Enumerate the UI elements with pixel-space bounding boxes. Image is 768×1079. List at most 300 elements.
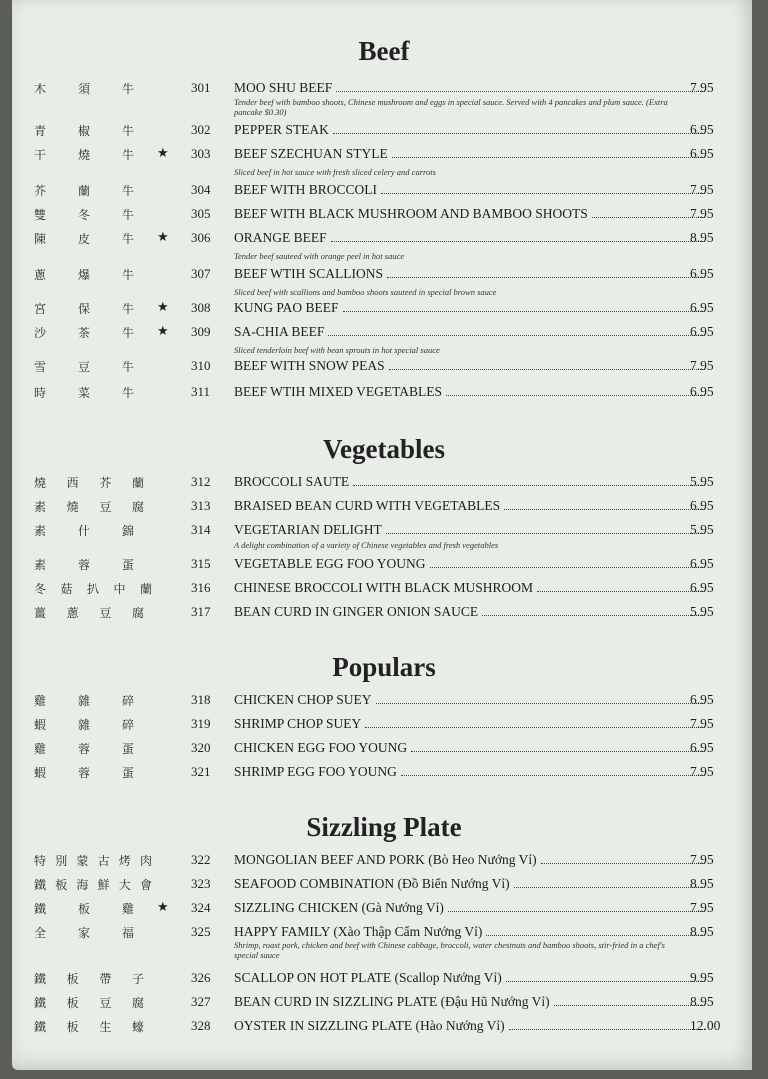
- chinese-name: [34, 900, 134, 917]
- chinese-char: 皮: [77, 232, 90, 246]
- item-number: 326: [191, 970, 211, 985]
- chinese-char: 海: [76, 878, 89, 892]
- item-name-line: [234, 358, 709, 374]
- chinese-char: 須: [77, 82, 90, 96]
- item-name: BEEF SZECHUAN STYLE: [234, 146, 388, 161]
- chinese-char: 蓉: [77, 766, 90, 780]
- item-number: 309: [191, 324, 211, 339]
- chinese-name: [34, 324, 134, 341]
- chinese-char: 碎: [121, 718, 134, 732]
- item-price: 9.95: [690, 970, 714, 985]
- item-name-line: [234, 924, 709, 940]
- dot-leader: [509, 1020, 705, 1030]
- chinese-name: [34, 876, 152, 893]
- chinese-char: 碎: [121, 694, 134, 708]
- chinese-char: 木: [34, 82, 47, 96]
- item-name: ORANGE BEEF: [234, 230, 327, 245]
- dot-leader: [506, 972, 705, 982]
- chinese-char: 板: [66, 972, 79, 986]
- item-price: 5.95: [690, 604, 714, 619]
- chinese-char: 宮: [34, 302, 47, 316]
- dot-leader: [482, 606, 705, 616]
- dot-leader: [486, 926, 705, 936]
- item-name: MONGOLIAN BEEF AND PORK (Bò Heo Nướng Vỉ): [234, 852, 537, 867]
- chinese-char: 腐: [131, 996, 144, 1010]
- chinese-char: 素: [34, 524, 47, 538]
- item-number: 317: [191, 604, 211, 619]
- item-name: SCALLOP ON HOT PLATE (Scallop Nướng Vỉ): [234, 970, 502, 985]
- menu-item[interactable]: [12, 876, 752, 896]
- chinese-char: 蝦: [34, 718, 47, 732]
- chinese-char: 冬: [34, 582, 47, 596]
- chinese-char: 蒙: [76, 854, 89, 868]
- item-number: 312: [191, 474, 211, 489]
- menu-item[interactable]: [12, 994, 752, 1014]
- item-number: 303: [191, 146, 211, 161]
- chinese-char: 蝦: [34, 766, 47, 780]
- dot-leader: [392, 148, 705, 158]
- chinese-name: [34, 852, 152, 869]
- chinese-name: [34, 384, 134, 401]
- item-price: 6.95: [690, 384, 714, 399]
- item-description: A delight combination of a variety of Chinese vegetables and fresh vegetables: [234, 540, 499, 550]
- item-name-line: [234, 384, 709, 400]
- dot-leader: [336, 82, 705, 92]
- chinese-char: 什: [77, 524, 90, 538]
- item-name-line: [234, 146, 709, 162]
- item-name: BEEF WTIH MIXED VEGETABLES: [234, 384, 443, 399]
- menu-item[interactable]: [12, 146, 752, 166]
- item-price: 6.95: [690, 556, 714, 571]
- item-name-line: [234, 122, 709, 138]
- chinese-char: 蛋: [121, 742, 134, 756]
- item-number: 305: [191, 206, 211, 221]
- chinese-char: 家: [77, 926, 90, 940]
- chinese-name: [34, 474, 144, 491]
- chinese-char: 大: [118, 878, 131, 892]
- item-price: 7.95: [690, 206, 714, 221]
- item-number: 310: [191, 358, 211, 373]
- chinese-char: 雜: [77, 718, 90, 732]
- chinese-char: 鐵: [34, 972, 47, 986]
- item-number: 322: [191, 852, 211, 867]
- menu-item[interactable]: [12, 580, 752, 600]
- item-price: 8.95: [690, 994, 714, 1009]
- menu-item[interactable]: [12, 1018, 752, 1038]
- item-number: 320: [191, 740, 211, 755]
- item-name-line: [234, 522, 709, 538]
- item-name: CHICKEN CHOP SUEY: [234, 692, 372, 707]
- item-name-line: [234, 182, 709, 198]
- chinese-char: 蠔: [131, 1020, 144, 1034]
- section-title: Populars: [332, 652, 436, 682]
- chinese-char: 蘭: [131, 476, 144, 490]
- chinese-char: 板: [66, 1020, 79, 1034]
- dot-leader: [389, 360, 705, 370]
- section-title: Vegetables: [323, 434, 445, 464]
- chinese-char: 豆: [77, 360, 90, 374]
- item-name-line: [234, 852, 709, 868]
- chinese-name: [34, 206, 134, 223]
- chinese-char: 板: [66, 996, 79, 1010]
- dot-leader: [333, 124, 705, 134]
- spicy-star-icon: ★: [157, 324, 169, 339]
- chinese-char: 燒: [34, 476, 47, 490]
- menu-item[interactable]: [12, 384, 752, 404]
- item-name-line: [234, 266, 709, 282]
- item-name: OYSTER IN SIZZLING PLATE (Hào Nướng Vỉ): [234, 1018, 505, 1033]
- chinese-char: 菜: [77, 386, 90, 400]
- section-title: Sizzling Plate: [306, 812, 462, 842]
- menu-item[interactable]: [12, 266, 752, 286]
- item-name: BEEF WITH BROCCOLI: [234, 182, 378, 197]
- item-name: CHICKEN EGG FOO YOUNG: [234, 740, 408, 755]
- menu-item[interactable]: [12, 852, 752, 872]
- dot-leader: [541, 854, 705, 864]
- dot-leader: [328, 326, 705, 336]
- chinese-char: 牛: [121, 386, 134, 400]
- dot-leader: [448, 902, 705, 912]
- chinese-char: 烤: [118, 854, 131, 868]
- chinese-char: 芥: [34, 184, 47, 198]
- item-number: 307: [191, 266, 211, 281]
- chinese-char: 蛋: [121, 766, 134, 780]
- menu-item[interactable]: [12, 716, 752, 736]
- item-name-line: [234, 230, 709, 246]
- item-number: 325: [191, 924, 211, 939]
- item-name-line: [234, 716, 709, 732]
- item-name-line: [234, 740, 709, 756]
- chinese-char: 蔥: [66, 606, 79, 620]
- chinese-char: 板: [55, 878, 68, 892]
- item-name: HAPPY FAMILY (Xào Thập Cẩm Nướng Vỉ): [234, 924, 483, 939]
- item-number: 328: [191, 1018, 211, 1033]
- item-number: 319: [191, 716, 211, 731]
- section-title: Beef: [358, 36, 410, 66]
- menu-item[interactable]: [12, 604, 752, 624]
- item-price: 7.95: [690, 182, 714, 197]
- chinese-char: 椒: [77, 124, 90, 138]
- chinese-char: 冬: [77, 208, 90, 222]
- item-price: 7.95: [690, 900, 714, 915]
- chinese-char: 青: [34, 124, 47, 138]
- item-number: 314: [191, 522, 211, 537]
- item-description: Tender beef sauteed with orange peel in hot sauce: [234, 251, 405, 261]
- chinese-char: 會: [139, 878, 152, 892]
- chinese-char: 蔥: [34, 268, 47, 282]
- item-name-line: [234, 970, 709, 986]
- item-number: 316: [191, 580, 211, 595]
- chinese-char: 扒: [86, 582, 99, 596]
- item-name: VEGETARIAN DELIGHT: [234, 522, 382, 537]
- chinese-char: 干: [34, 148, 47, 162]
- item-number: 313: [191, 498, 211, 513]
- item-name: BROCCOLI SAUTE: [234, 474, 350, 489]
- item-name: VEGETABLE EGG FOO YOUNG: [234, 556, 426, 571]
- chinese-char: 芥: [99, 476, 112, 490]
- chinese-char: 蘭: [139, 582, 152, 596]
- chinese-char: 全: [34, 926, 47, 940]
- chinese-char: 燒: [77, 148, 90, 162]
- chinese-char: 生: [99, 1020, 112, 1034]
- chinese-name: [34, 182, 134, 199]
- item-name: CHINESE BROCCOLI WITH BLACK MUSHROOM: [234, 580, 534, 595]
- menu-item[interactable]: [12, 300, 752, 320]
- chinese-char: 牛: [121, 184, 134, 198]
- item-description: Tender beef with bamboo shoots, Chinese mushroom and eggs in special sauce. Served with 4 pancakes and plum sauce. (Extra pancake $0.30): [234, 97, 668, 117]
- item-name-line: [234, 1018, 709, 1034]
- chinese-char: 保: [77, 302, 90, 316]
- chinese-char: 陳: [34, 232, 47, 246]
- item-price: 6.95: [690, 300, 714, 315]
- item-price: 6.95: [690, 122, 714, 137]
- chinese-char: 牛: [121, 302, 134, 316]
- item-name: KUNG PAO BEEF: [234, 300, 339, 315]
- chinese-char: 子: [131, 972, 144, 986]
- item-name-line: [234, 324, 709, 340]
- chinese-char: 腐: [131, 606, 144, 620]
- chinese-name: [34, 764, 134, 781]
- chinese-char: 蛋: [121, 558, 134, 572]
- item-price: 7.95: [690, 716, 714, 731]
- chinese-char: 菇: [60, 582, 73, 596]
- chinese-char: 牛: [121, 268, 134, 282]
- chinese-char: 薑: [34, 606, 47, 620]
- chinese-char: 鐵: [34, 878, 47, 892]
- item-name: BEEF WTIH SCALLIONS: [234, 266, 384, 281]
- chinese-char: 蓉: [77, 742, 90, 756]
- item-price: 8.95: [690, 924, 714, 939]
- menu-item[interactable]: [12, 358, 752, 378]
- menu-item[interactable]: [12, 692, 752, 712]
- menu-item[interactable]: [12, 900, 752, 920]
- chinese-char: 肉: [139, 854, 152, 868]
- chinese-char: 牛: [121, 360, 134, 374]
- item-number: 308: [191, 300, 211, 315]
- item-name: SHRIMP EGG FOO YOUNG: [234, 764, 397, 779]
- item-price: 7.95: [690, 764, 714, 779]
- chinese-char: 牛: [121, 208, 134, 222]
- item-price: 12.00: [690, 1018, 721, 1033]
- item-name: BEEF WITH BLACK MUSHROOM AND BAMBOO SHOOTS: [234, 206, 588, 221]
- chinese-name: [34, 122, 134, 139]
- spicy-star-icon: ★: [157, 146, 169, 161]
- menu-item[interactable]: [12, 474, 752, 494]
- spicy-star-icon: ★: [157, 300, 169, 315]
- chinese-char: 牛: [121, 82, 134, 96]
- dot-leader: [343, 302, 705, 312]
- chinese-char: 特: [34, 854, 47, 868]
- item-price: 5.95: [690, 522, 714, 537]
- chinese-char: 時: [34, 386, 47, 400]
- chinese-char: 鐵: [34, 902, 47, 916]
- chinese-name: [34, 970, 144, 987]
- item-number: 323: [191, 876, 211, 891]
- item-name: SEAFOOD COMBINATION (Đồ Biển Nướng Vỉ): [234, 876, 510, 891]
- item-name-line: [234, 556, 709, 572]
- chinese-char: 古: [97, 854, 110, 868]
- item-number: 315: [191, 556, 211, 571]
- item-price: 6.95: [690, 692, 714, 707]
- dot-leader: [387, 268, 705, 278]
- chinese-name: [34, 266, 134, 283]
- spicy-star-icon: ★: [157, 900, 169, 915]
- item-name: SIZZLING CHICKEN (Gà Nướng Vỉ): [234, 900, 444, 915]
- dot-leader: [446, 386, 705, 396]
- chinese-char: 鐵: [34, 996, 47, 1010]
- item-number: 327: [191, 994, 211, 1009]
- item-number: 306: [191, 230, 211, 245]
- item-price: 6.95: [690, 498, 714, 513]
- item-price: 8.95: [690, 230, 714, 245]
- chinese-char: 牛: [121, 148, 134, 162]
- chinese-name: [34, 1018, 144, 1035]
- item-name: BEEF WITH SNOW PEAS: [234, 358, 385, 373]
- chinese-name: [34, 146, 134, 163]
- chinese-char: 雞: [34, 742, 47, 756]
- item-name-line: [234, 580, 709, 596]
- item-price: 6.95: [690, 266, 714, 281]
- item-price: 6.95: [690, 146, 714, 161]
- chinese-char: 雞: [34, 694, 47, 708]
- item-name: SHRIMP CHOP SUEY: [234, 716, 362, 731]
- chinese-char: 牛: [121, 124, 134, 138]
- item-name-line: [234, 692, 709, 708]
- item-name-line: [234, 498, 709, 514]
- item-price: 6.95: [690, 324, 714, 339]
- item-price: 6.95: [690, 740, 714, 755]
- item-number: 304: [191, 182, 211, 197]
- item-number: 301: [191, 80, 211, 95]
- dot-leader: [537, 582, 705, 592]
- item-name: BEAN CURD IN GINGER ONION SAUCE: [234, 604, 479, 619]
- item-number: 321: [191, 764, 211, 779]
- item-price: 8.95: [690, 876, 714, 891]
- item-name-line: [234, 876, 709, 892]
- chinese-char: 別: [55, 854, 68, 868]
- item-number: 324: [191, 900, 211, 915]
- chinese-name: [34, 994, 144, 1011]
- chinese-char: 腐: [131, 500, 144, 514]
- chinese-char: 豆: [99, 606, 112, 620]
- dot-leader: [554, 996, 705, 1006]
- chinese-char: 蘭: [77, 184, 90, 198]
- dot-leader: [514, 878, 705, 888]
- item-name-line: [234, 900, 709, 916]
- chinese-name: [34, 80, 134, 97]
- chinese-char: 素: [34, 558, 47, 572]
- item-price: 7.95: [690, 852, 714, 867]
- chinese-char: 雪: [34, 360, 47, 374]
- menu-item[interactable]: [12, 764, 752, 784]
- chinese-char: 沙: [34, 326, 47, 340]
- item-name-line: [234, 764, 709, 780]
- dot-leader: [504, 500, 705, 510]
- chinese-char: 爆: [77, 268, 90, 282]
- dot-leader: [376, 694, 705, 704]
- dot-leader: [430, 558, 705, 568]
- menu-item[interactable]: [12, 324, 752, 344]
- item-name: BEAN CURD IN SIZZLING PLATE (Đậu Hũ Nướng Vỉ): [234, 994, 550, 1009]
- item-number: 318: [191, 692, 211, 707]
- chinese-char: 茶: [77, 326, 90, 340]
- menu-item[interactable]: [12, 556, 752, 576]
- chinese-char: 板: [77, 902, 90, 916]
- chinese-name: [34, 498, 144, 515]
- menu-item[interactable]: [12, 206, 752, 226]
- dot-leader: [381, 184, 705, 194]
- item-price: 6.95: [690, 580, 714, 595]
- item-description: Sliced beef in hot sauce with fresh sliced celery and carrots: [234, 167, 436, 177]
- chinese-char: 鮮: [97, 878, 110, 892]
- item-name: SA-CHIA BEEF: [234, 324, 325, 339]
- chinese-char: 鐵: [34, 1020, 47, 1034]
- chinese-name: [34, 556, 134, 573]
- chinese-char: 豆: [99, 996, 112, 1010]
- item-name: PEPPER STEAK: [234, 122, 329, 137]
- menu-item[interactable]: [12, 122, 752, 142]
- chinese-char: 牛: [121, 232, 134, 246]
- chinese-name: [34, 924, 134, 941]
- chinese-name: [34, 300, 134, 317]
- item-name-line: [234, 604, 709, 620]
- item-description: Sliced tenderloin beef with bean sprouts in hot special sauce: [234, 345, 440, 355]
- menu-item[interactable]: [12, 182, 752, 202]
- item-name-line: [234, 80, 709, 96]
- dot-leader: [331, 232, 705, 242]
- menu-item[interactable]: [12, 498, 752, 518]
- chinese-name: [34, 522, 134, 539]
- chinese-char: 蓉: [77, 558, 90, 572]
- item-name-line: [234, 474, 709, 490]
- dot-leader: [365, 718, 705, 728]
- chinese-char: 燒: [66, 500, 79, 514]
- menu-page: [12, 0, 752, 1070]
- chinese-char: 牛: [121, 326, 134, 340]
- item-number: 302: [191, 122, 211, 137]
- item-number: 311: [191, 384, 211, 399]
- menu-item[interactable]: [12, 230, 752, 250]
- chinese-char: 錦: [121, 524, 134, 538]
- chinese-name: [34, 740, 134, 757]
- chinese-char: 雞: [121, 902, 134, 916]
- chinese-name: [34, 230, 134, 247]
- chinese-char: 西: [66, 476, 79, 490]
- chinese-name: [34, 604, 144, 621]
- chinese-name: [34, 580, 152, 597]
- item-name: BRAISED BEAN CURD WITH VEGETABLES: [234, 498, 501, 513]
- item-name-line: [234, 206, 709, 222]
- chinese-name: [34, 692, 134, 709]
- chinese-char: 素: [34, 500, 47, 514]
- chinese-name: [34, 716, 134, 733]
- chinese-char: 豆: [99, 500, 112, 514]
- item-price: 7.95: [690, 358, 714, 373]
- menu-item[interactable]: [12, 740, 752, 760]
- dot-leader: [401, 766, 705, 776]
- menu-item[interactable]: [12, 522, 752, 542]
- dot-leader: [353, 476, 705, 486]
- chinese-char: 雙: [34, 208, 47, 222]
- chinese-char: 帶: [99, 972, 112, 986]
- dot-leader: [592, 208, 705, 218]
- item-price: 5.95: [690, 474, 714, 489]
- menu-item[interactable]: [12, 970, 752, 990]
- chinese-char: 福: [121, 926, 134, 940]
- item-name: MOO SHU BEEF: [234, 80, 333, 95]
- spicy-star-icon: ★: [157, 230, 169, 245]
- dot-leader: [386, 524, 705, 534]
